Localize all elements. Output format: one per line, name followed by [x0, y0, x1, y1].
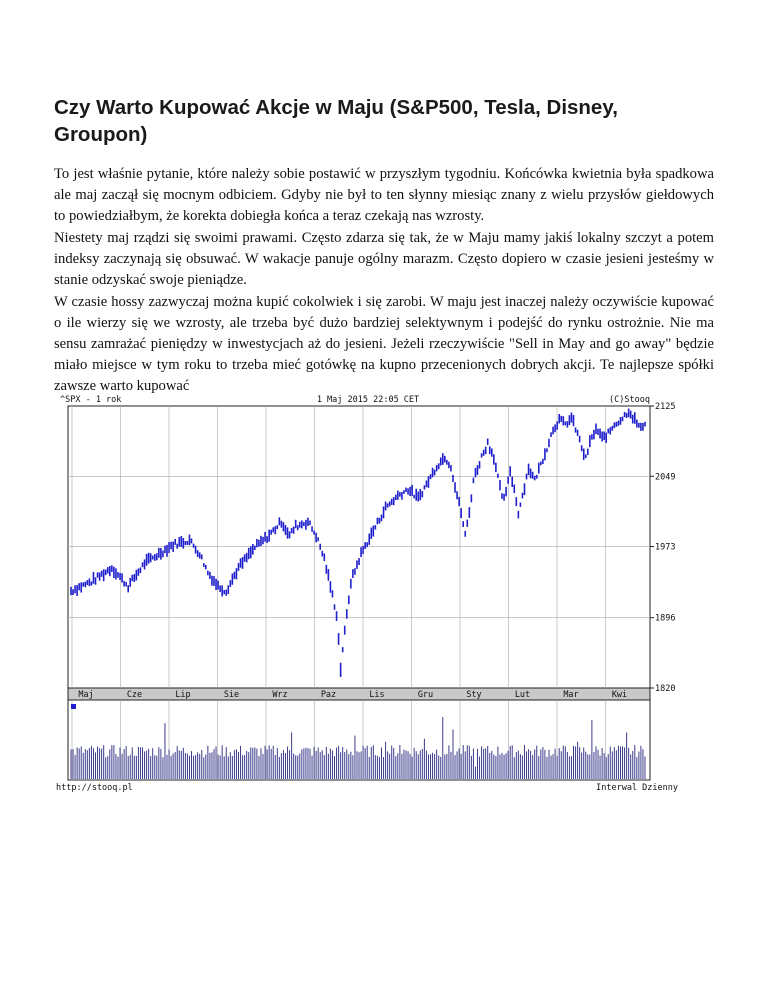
spx-chart: [54, 392, 684, 794]
month-label: Lip: [175, 690, 191, 700]
month-label: Lis: [369, 690, 385, 700]
chart-footer-left: http://stooq.pl: [56, 783, 133, 793]
month-label: Wrz: [272, 690, 288, 700]
y-tick-label: 1973: [655, 542, 676, 553]
month-label: Gru: [417, 690, 434, 700]
paragraph-2: Niestety maj rządzi się swoimi prawami. Często zdarza się tak, że w Maju mamy jakiś lokalny szczyt a potem indeksy zaczynają się obsuwać. W wakacje panuje ogólny marazm. Często dopiero w czasie jesieni jesteśmy w stanie odzyskać swoje pieniądze.: [54, 230, 714, 288]
chart-svg: [54, 392, 684, 794]
month-label: Cze: [126, 690, 143, 700]
article-title: Czy Warto Kupować Akcje w Maju (S&P500, Tesla, Disney, Groupon): [54, 96, 618, 146]
month-label: Mar: [563, 690, 579, 700]
month-label: Maj: [78, 690, 94, 700]
price-panel-frame: [68, 406, 650, 688]
volume-legend-swatch: [71, 704, 76, 709]
y-tick-label: 2049: [655, 472, 676, 483]
y-tick-label: 2125: [655, 402, 676, 412]
month-label: Lut: [514, 690, 531, 700]
chart-header-left: ^SPX - 1 rok: [60, 395, 122, 405]
y-tick-label: 1896: [655, 613, 676, 624]
month-label: Sie: [223, 690, 240, 700]
chart-header-right: (C)Stooq: [609, 395, 650, 405]
month-label: Kwi: [611, 690, 628, 700]
month-label: Paz: [320, 690, 337, 700]
month-label: Sty: [466, 690, 482, 700]
paragraph-3: W czasie hossy zazwyczaj można kupić cokolwiek i się zarobi. W maju jest inaczej należy oczywiście kupować o ile wierzy się we wzrosty, ale trzeba być dużo bardziej selektywnym i podejść do rynku ostrożnie. Nie ma sensu zamrażać pieniędzy w inwestycjach aż do jesieni. Jeżeli rzeczywiście "Sell in May and go away" będzie miało miejsce w tym roku to trzeba mieć gotówkę na kupno przecenionych dobrych akcji. Te najlepsze spółki zawsze warto kupować: [54, 294, 714, 394]
chart-header-center: 1 Maj 2015 22:05 CET: [316, 395, 420, 405]
y-tick-label: 1820: [655, 684, 676, 694]
paragraph-1: To jest właśnie pytanie, które należy sobie postawić w przyszłym tygodniu. Końcówka kwietnia była spadkowa ale maj zaczął się mocnym odbiciem. Gdyby nie był to ten słynny miesiąc znany z wielu przysłów giełdowych to powiedziałbym, że korekta dobiegła końca a teraz czekają nas wzrosty.: [54, 166, 714, 224]
chart-footer-right: Interwal Dzienny: [596, 783, 678, 793]
